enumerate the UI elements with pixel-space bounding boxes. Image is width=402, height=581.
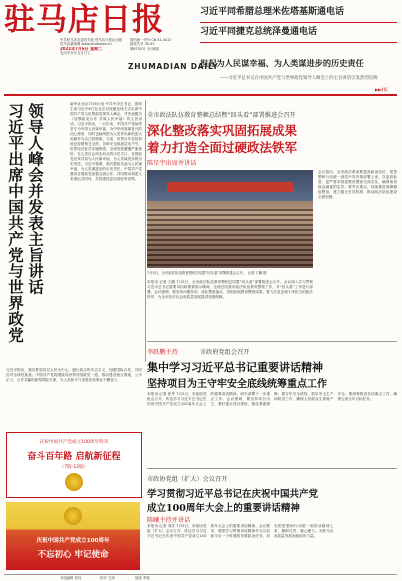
ad1-line-3: （7版-12版） <box>59 465 89 470</box>
third-story-body: 本报讯 记者 刘洋 7月5日，市政协党组（扩大）会议召开，传达学习习近平总书记在庆祝中国共产党成立100周年大会上的重要讲话精神。会议要求，要把学习贯彻讲话精神作为当前和今后一个时期的首要政治任务，切实把思想和行动统一到讲话精神上来，履职尽责、凝心聚力，为驻马店高质量发展贡献政协力量。 <box>147 524 334 538</box>
divider <box>147 341 397 342</box>
second-headline-line-1[interactable]: 集中学习习近平总书记重要讲话精神 <box>147 361 323 374</box>
center-byline: 陈星宇出席并讲话 <box>147 160 197 167</box>
center-headline-line-2[interactable]: 着力打造全面过硬政法铁军 <box>147 140 298 155</box>
photo-audience <box>147 209 313 268</box>
photo-caption: 7月5日，全市政法队伍教育整顿总结暨“回头看”部署推进会召开。 记者 王鹏 摄 <box>147 271 267 275</box>
meta-line: 驻马店新闻网 www.zmdnews.cn <box>60 42 112 47</box>
more-link[interactable]: ▶▶4版 <box>375 87 388 92</box>
third-byline: 陈曦主持并讲话 <box>147 517 191 524</box>
lead-headline-line-1[interactable]: 习近平出席中国共产党与世界政党 <box>6 103 24 343</box>
lunar-line: 农历辛丑年五月廿七 <box>60 51 91 56</box>
masthead-rule <box>4 94 397 96</box>
third-headline-line-2[interactable]: 成立100周年大会上的重要讲话精神 <box>147 503 300 514</box>
masthead-title: 驻马店日报 <box>4 2 164 38</box>
lead-headline-line-2[interactable]: 领导人峰会并发表主旨讲话 <box>26 103 44 295</box>
footer-proofreader: 校对 王丽 <box>100 576 115 580</box>
conference-photo <box>147 170 313 268</box>
top-headline-3[interactable]: 担起为人民谋幸福、为人类谋进步的历史责任 <box>200 58 364 68</box>
footer-editor: 本版编辑 张伟 <box>60 576 82 580</box>
divider <box>200 42 397 43</box>
issue-line: 第8752号 今日8版 <box>130 46 159 51</box>
masthead-meta-right <box>130 38 198 51</box>
center-story-body: 本报讯 记者 王鹏 7月5日，全市政法队伍教育整顿总结暨“回头看”部署推进会召开。会议深入学习贯彻习近平总书记重要讲话和重要指示精神，全面总结我市政法队伍教育整顿工作，对“回头看”工作进行部署。会议强调，要坚持问题导向，深化整改落实，巩固拓展教育整顿成果，着力打造忠诚干净担当的政法铁军，为全市经济社会高质量发展提供坚强保障。 <box>147 280 313 299</box>
center-right-column: 会议指出，全市政法系统要提高政治站位，把思想和行动统一到党中央决策部署上来，以更高标准、更严要求推进教育整顿走深走实，确保取得群众满意的实效。要突出重点，持续推进顽瘴痼疾整治，建立健全长效机制，推动政法队伍建设全面加强。 <box>318 170 397 199</box>
meta-line: 中共驻马店市委机关报 驻马店日报社出版 <box>60 38 123 42</box>
centennial-banner-ad[interactable] <box>6 502 140 570</box>
meta-line: 国内统一刊号 CN 41-0017 <box>130 38 172 42</box>
divider <box>200 22 397 23</box>
top-headline-2[interactable]: 习近平同捷克总统泽曼通电话 <box>200 27 318 37</box>
photo-banner <box>167 182 293 192</box>
ad1-line-2: 奋斗百年路 启航新征程 <box>27 452 121 462</box>
ad1-line-1: 庆祝中国共产党成立100周年特刊 <box>39 440 109 445</box>
divider <box>147 468 397 469</box>
column-divider <box>145 100 146 362</box>
meta-line: 邮发代号 35-53 <box>130 42 155 47</box>
second-headline-line-2[interactable]: 坚持项目为王守牢安全底线统筹重点工作 <box>147 379 327 390</box>
second-story-body: 本报讯 记者 张华 7月5日，市政府党组会召开，传达学习习近平总书记在庆祝中国共产党成立100周年大会上的重要讲话精神，研究部署下一步重点工作。会议强调，要坚持项目为王，紧盯重点项目建设，强化要素保障；要守牢安全底线，抓好安全生产和防汛工作，确保人民群众生命财产安全；要统筹推进各项重点工作，确保完成全年目标任务。 <box>147 392 397 406</box>
party-emblem-icon <box>65 473 83 491</box>
third-kicker: 市政协党组（扩大）会议召开 <box>147 476 228 483</box>
top-headline-1[interactable]: 习近平同希腊总理米佐塔基斯通电话 <box>200 7 345 17</box>
ad2-line-1: 庆祝中国共产党成立100周年 <box>36 538 110 544</box>
lead-story-body-bottom: 习近平指出，我们要坚持以人民为中心，践行真正的多边主义，加强国际合作，共同应对全球性挑战。中国共产党将继续同世界各国政党一道，推动建设相互尊重、公平正义、合作共赢的新型国际关系，为人类和平与发展崇高事业不懈奋斗。 <box>6 368 142 382</box>
third-headline-line-1[interactable]: 学习贯彻习近平总书记在庆祝中国共产党 <box>147 489 319 500</box>
footer-layout: 组版 李强 <box>135 576 150 580</box>
masthead-meta-left <box>60 38 128 56</box>
masthead-pinyin: ZHUMADIAN DAILY <box>128 62 219 71</box>
center-kicker: 全市政法队伍教育整顿总结暨“回头看”部署推进会召开 <box>147 112 296 119</box>
center-headline-line-1[interactable]: 深化整改落实巩固拓展成果 <box>147 123 298 138</box>
ad2-line-2: 不忘初心 牢记使命 <box>37 550 109 560</box>
date-line: 2021年7月6日 星期二 <box>60 46 103 51</box>
second-kicker-meeting: 市政府党组会召开 <box>200 349 250 356</box>
centennial-special-ad[interactable] <box>6 432 142 498</box>
second-kicker: 李跃鹏主持 <box>147 349 178 356</box>
lead-story-body: 新华社北京7月6日电 中共中央总书记、国家主席习近平6日在北京以视频连线方式出席中国共产党与世界政党领导人峰会，并发表题为《加强政党合作 共谋人民幸福》的主旨讲话。习近平指出，一百年来，中国共产党始终坚守为中国人民谋幸福、为中华民族谋复兴的初心使命，同时也始终把为人类作出新的更大贡献作为自己的使命。当前，世界百年变局和世纪疫情相互交织，各种安全挑战层出不穷，世界经济复苏步履维艰，全球发展遭遇严重挫折。在人类社会何去何从的历史关口，各国政党应该共担为人民谋幸福、为人类谋进步的历史责任。习近平强调，我们要担负起为人民谋幸福、为人类谋进步的历史责任。中国共产党愿同各国政党加强交流合作，共同推动构建人类命运共同体，共同建设更加美好的世界。 <box>70 102 142 181</box>
party-emblem-icon <box>64 507 82 525</box>
top-headline-3-subhead: ——习近平总书记在中国共产党与世界政党领导人峰会上的主旨讲话引发热烈反响 <box>219 76 378 81</box>
